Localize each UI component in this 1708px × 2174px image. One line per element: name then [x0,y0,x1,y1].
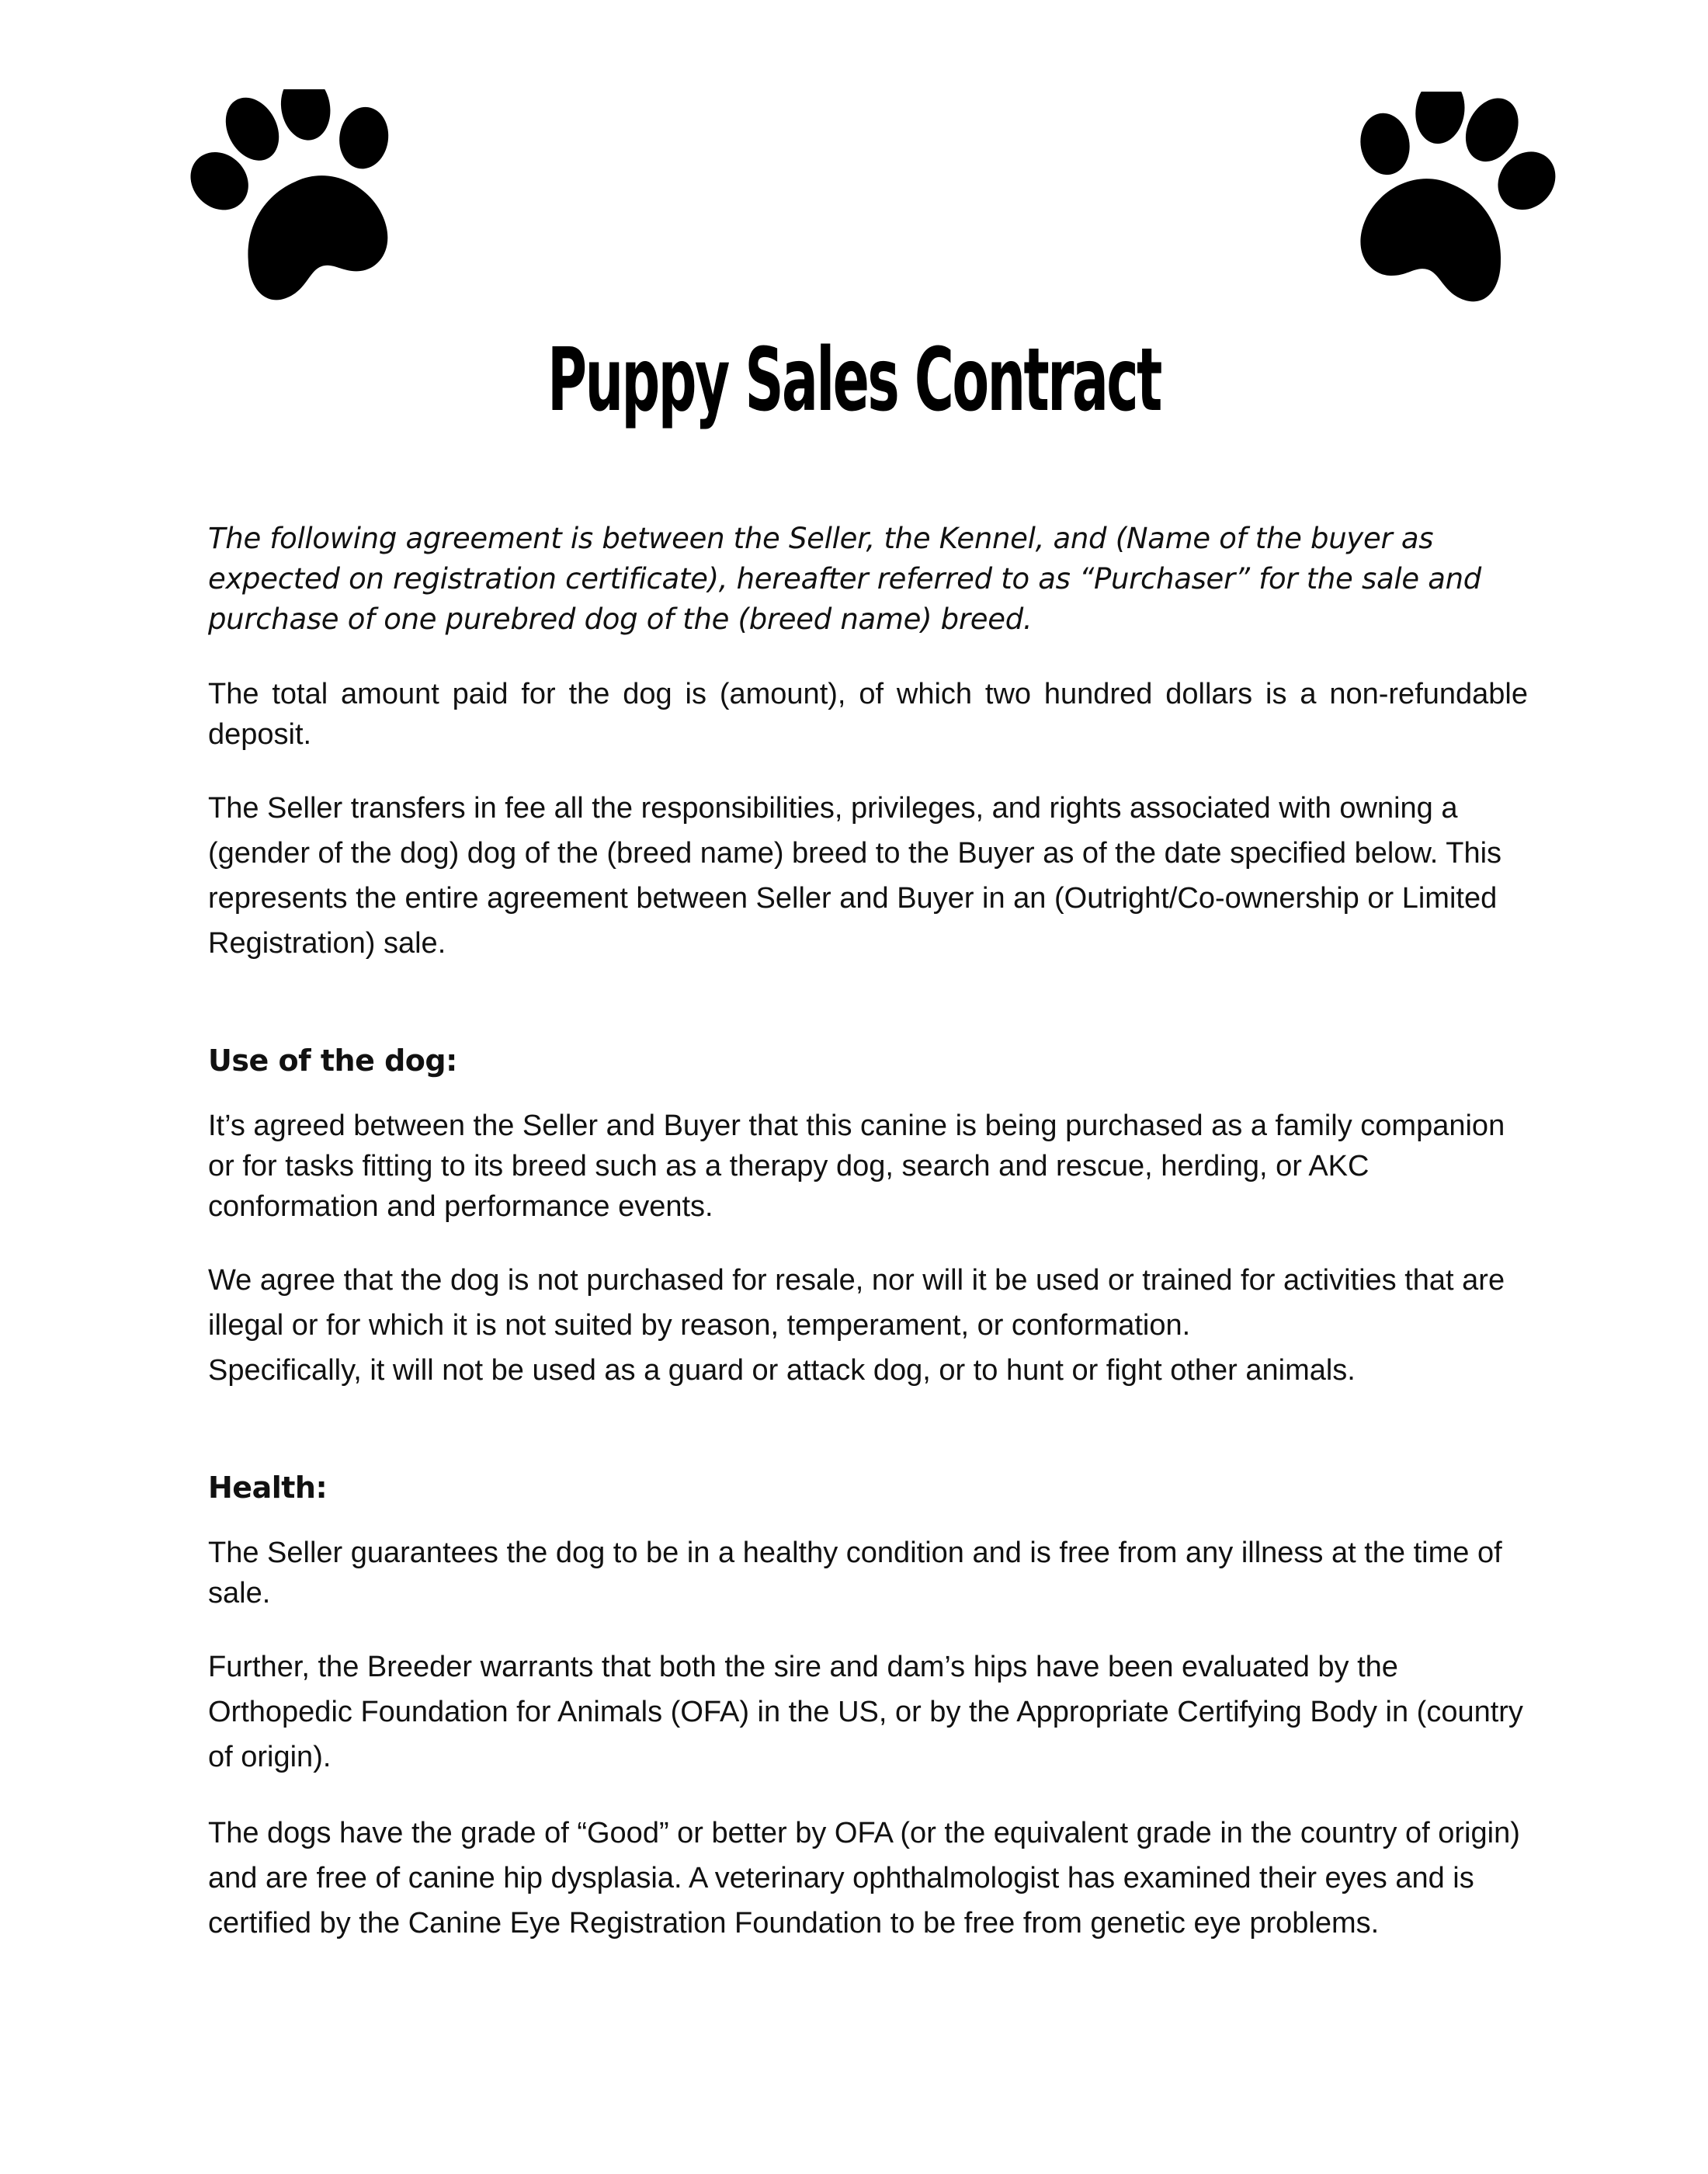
contract-body [208,519,1528,1977]
payment-paragraph: The total amount paid for the dog is (amount), of which two hundred dollars is a non-refundable deposit. [208,678,1528,751]
resale-paragraph: We agree that the dog is not purchased for resale, nor will it be used or trained for activities that are illegal or for which it is not suited by reason, temperament, or conformation. [208,1264,1505,1342]
grade-paragraph: The dogs have the grade of “Good” or better by OFA (or the equivalent grade in the country of origin) and are free of canine hip dysplasia. A veterinary ophthalmologist has examined their eyes and is certified by the Canine Eye Registration Foundation to be free from genetic eye problems. [208,1817,1520,1940]
page-title: Puppy Sales Contract [547,330,1161,431]
use-paragraph: It’s agreed between the Seller and Buyer that this canine is being purchased as a family companion or for tasks fitting to its breed such as a therapy dog, search and rescue, herding, or AKC conformation and performance events. [208,1110,1505,1223]
health-paragraph: The Seller guarantees the dog to be in a healthy condition and is free from any illness at the time of sale. [208,1537,1502,1610]
restriction-paragraph: Specifically, it will not be used as a guard or attack dog, or to hunt or fight other animals. [208,1354,1356,1387]
paw-print-icon [186,89,408,311]
paw-print-icon [1339,92,1560,313]
hips-paragraph: Further, the Breeder warrants that both the sire and dam’s hips have been evaluated by the Orthopedic Foundation for Animals (OFA) in the US, or by the Appropriate Certifying Body in (country of origin). [208,1651,1523,1773]
section-heading-health: Health: [208,1471,328,1505]
intro-paragraph: The following agreement is between the Seller, the Kennel, and (Name of the buyer as expected on registration certificate), hereafter referred to as “Purchaser” for the sale and purchase of one purebred dog of the (breed name) breed. [208,522,1481,636]
section-heading-use: Use of the dog: [208,1044,457,1078]
transfer-paragraph: The Seller transfers in fee all the responsibilities, privileges, and rights associated with owning a (gender of the dog) dog of the (breed name) breed to the Buyer as of the date specified below. This represents the entire agreement between Seller and Buyer in an (Outright/Co-ownership or Limited Registration) sale. [208,792,1502,960]
